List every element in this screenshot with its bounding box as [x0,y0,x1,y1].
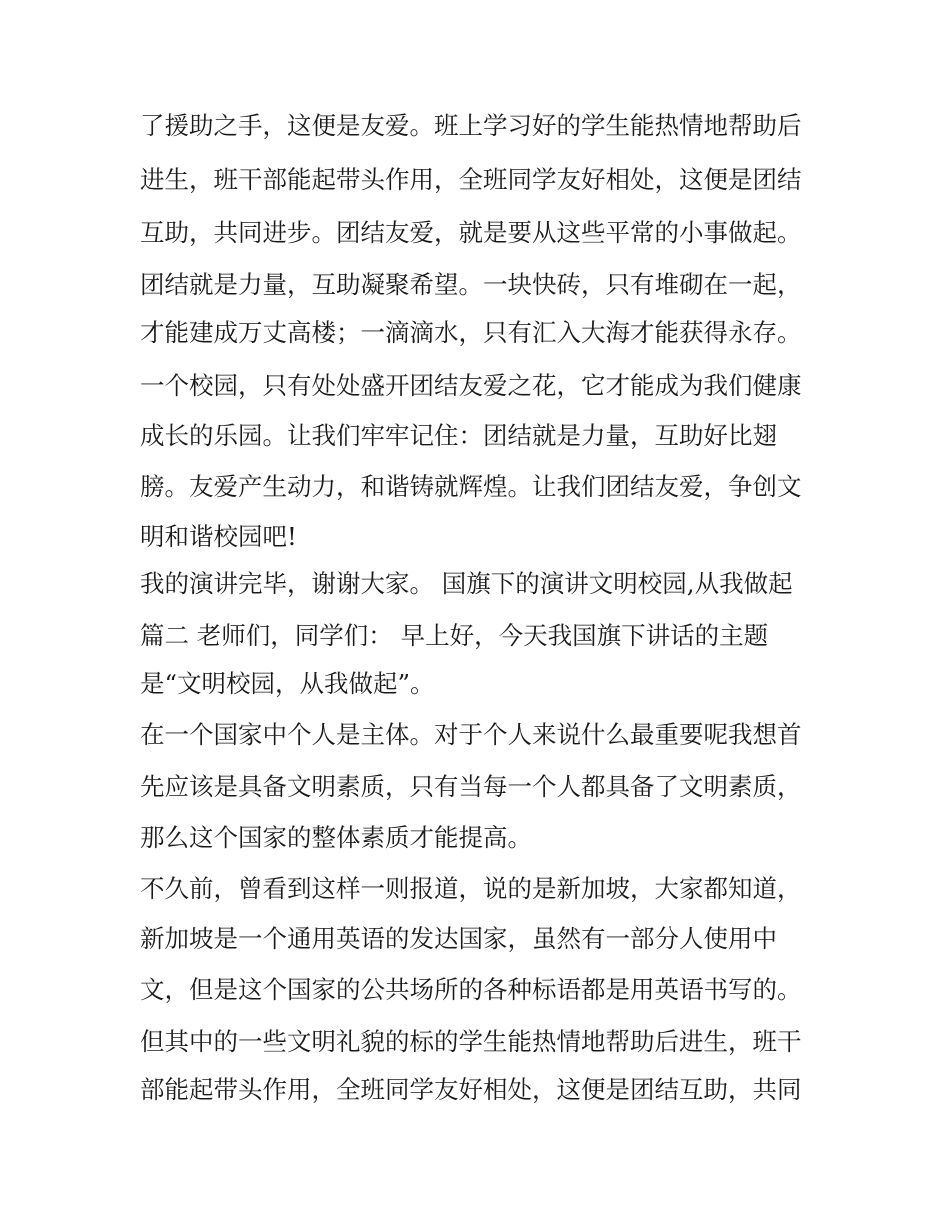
text-line: 但其中的一些文明礼貌的标的学生能热情地帮助后进生，班干 [140,1027,802,1056]
text-line: 先应该是具备文明素质，只有当每一个人都具备了文明素质， [140,772,802,801]
text-line: 才能建成万丈高楼；一滴滴水，只有汇入大海才能获得永存。 [140,318,802,347]
text-line: 那么这个国家的整体素质才能提高。 [140,823,532,852]
text-line: 互助，共同进步。团结友爱，就是要从这些平常的小事做起。 [140,218,802,247]
text-line: 进生，班干部能起带头作用，全班同学友好相处，这便是团结 [140,165,802,194]
text-line: 是“文明校园，从我做起”。 [140,669,435,698]
text-line: 了援助之手，这便是友爱。班上学习好的学生能热情地帮助后 [140,111,802,140]
text-line: 膀。友爱产生动力，和谐铸就辉煌。让我们团结友爱，争创文 [140,472,802,501]
text-line: 成长的乐园。让我们牢牢记住：团结就是力量，互助好比翅 [140,421,777,450]
text-line: 不久前，曾看到这样一则报道，说的是新加坡，大家都知道， [140,874,802,903]
text-line: 新加坡是一个通用英语的发达国家，虽然有一部分人使用中 [140,924,777,953]
text-line: 部能起带头作用，全班同学友好相处，这便是团结互助，共同 [140,1075,802,1104]
text-line: 一个校园，只有处处盛开团结友爱之花，它才能成为我们健康 [140,371,802,400]
text-line: 篇二 老师们，同学们： 早上好，今天我国旗下讲话的主题 [140,621,769,650]
text-line: 团结就是力量，互助凝聚希望。一块快砖，只有堆砌在一起， [140,270,802,299]
text-line: 文，但是这个国家的公共场所的各种标语都是用英语书写的。 [140,975,802,1004]
text-line: 我的演讲完毕，谢谢大家。 国旗下的演讲文明校园,从我做起 [140,569,793,598]
text-line: 在一个国家中个人是主体。对于个人来说什么最重要呢我想首 [140,720,802,749]
text-line: 明和谐校园吧! [140,522,297,551]
